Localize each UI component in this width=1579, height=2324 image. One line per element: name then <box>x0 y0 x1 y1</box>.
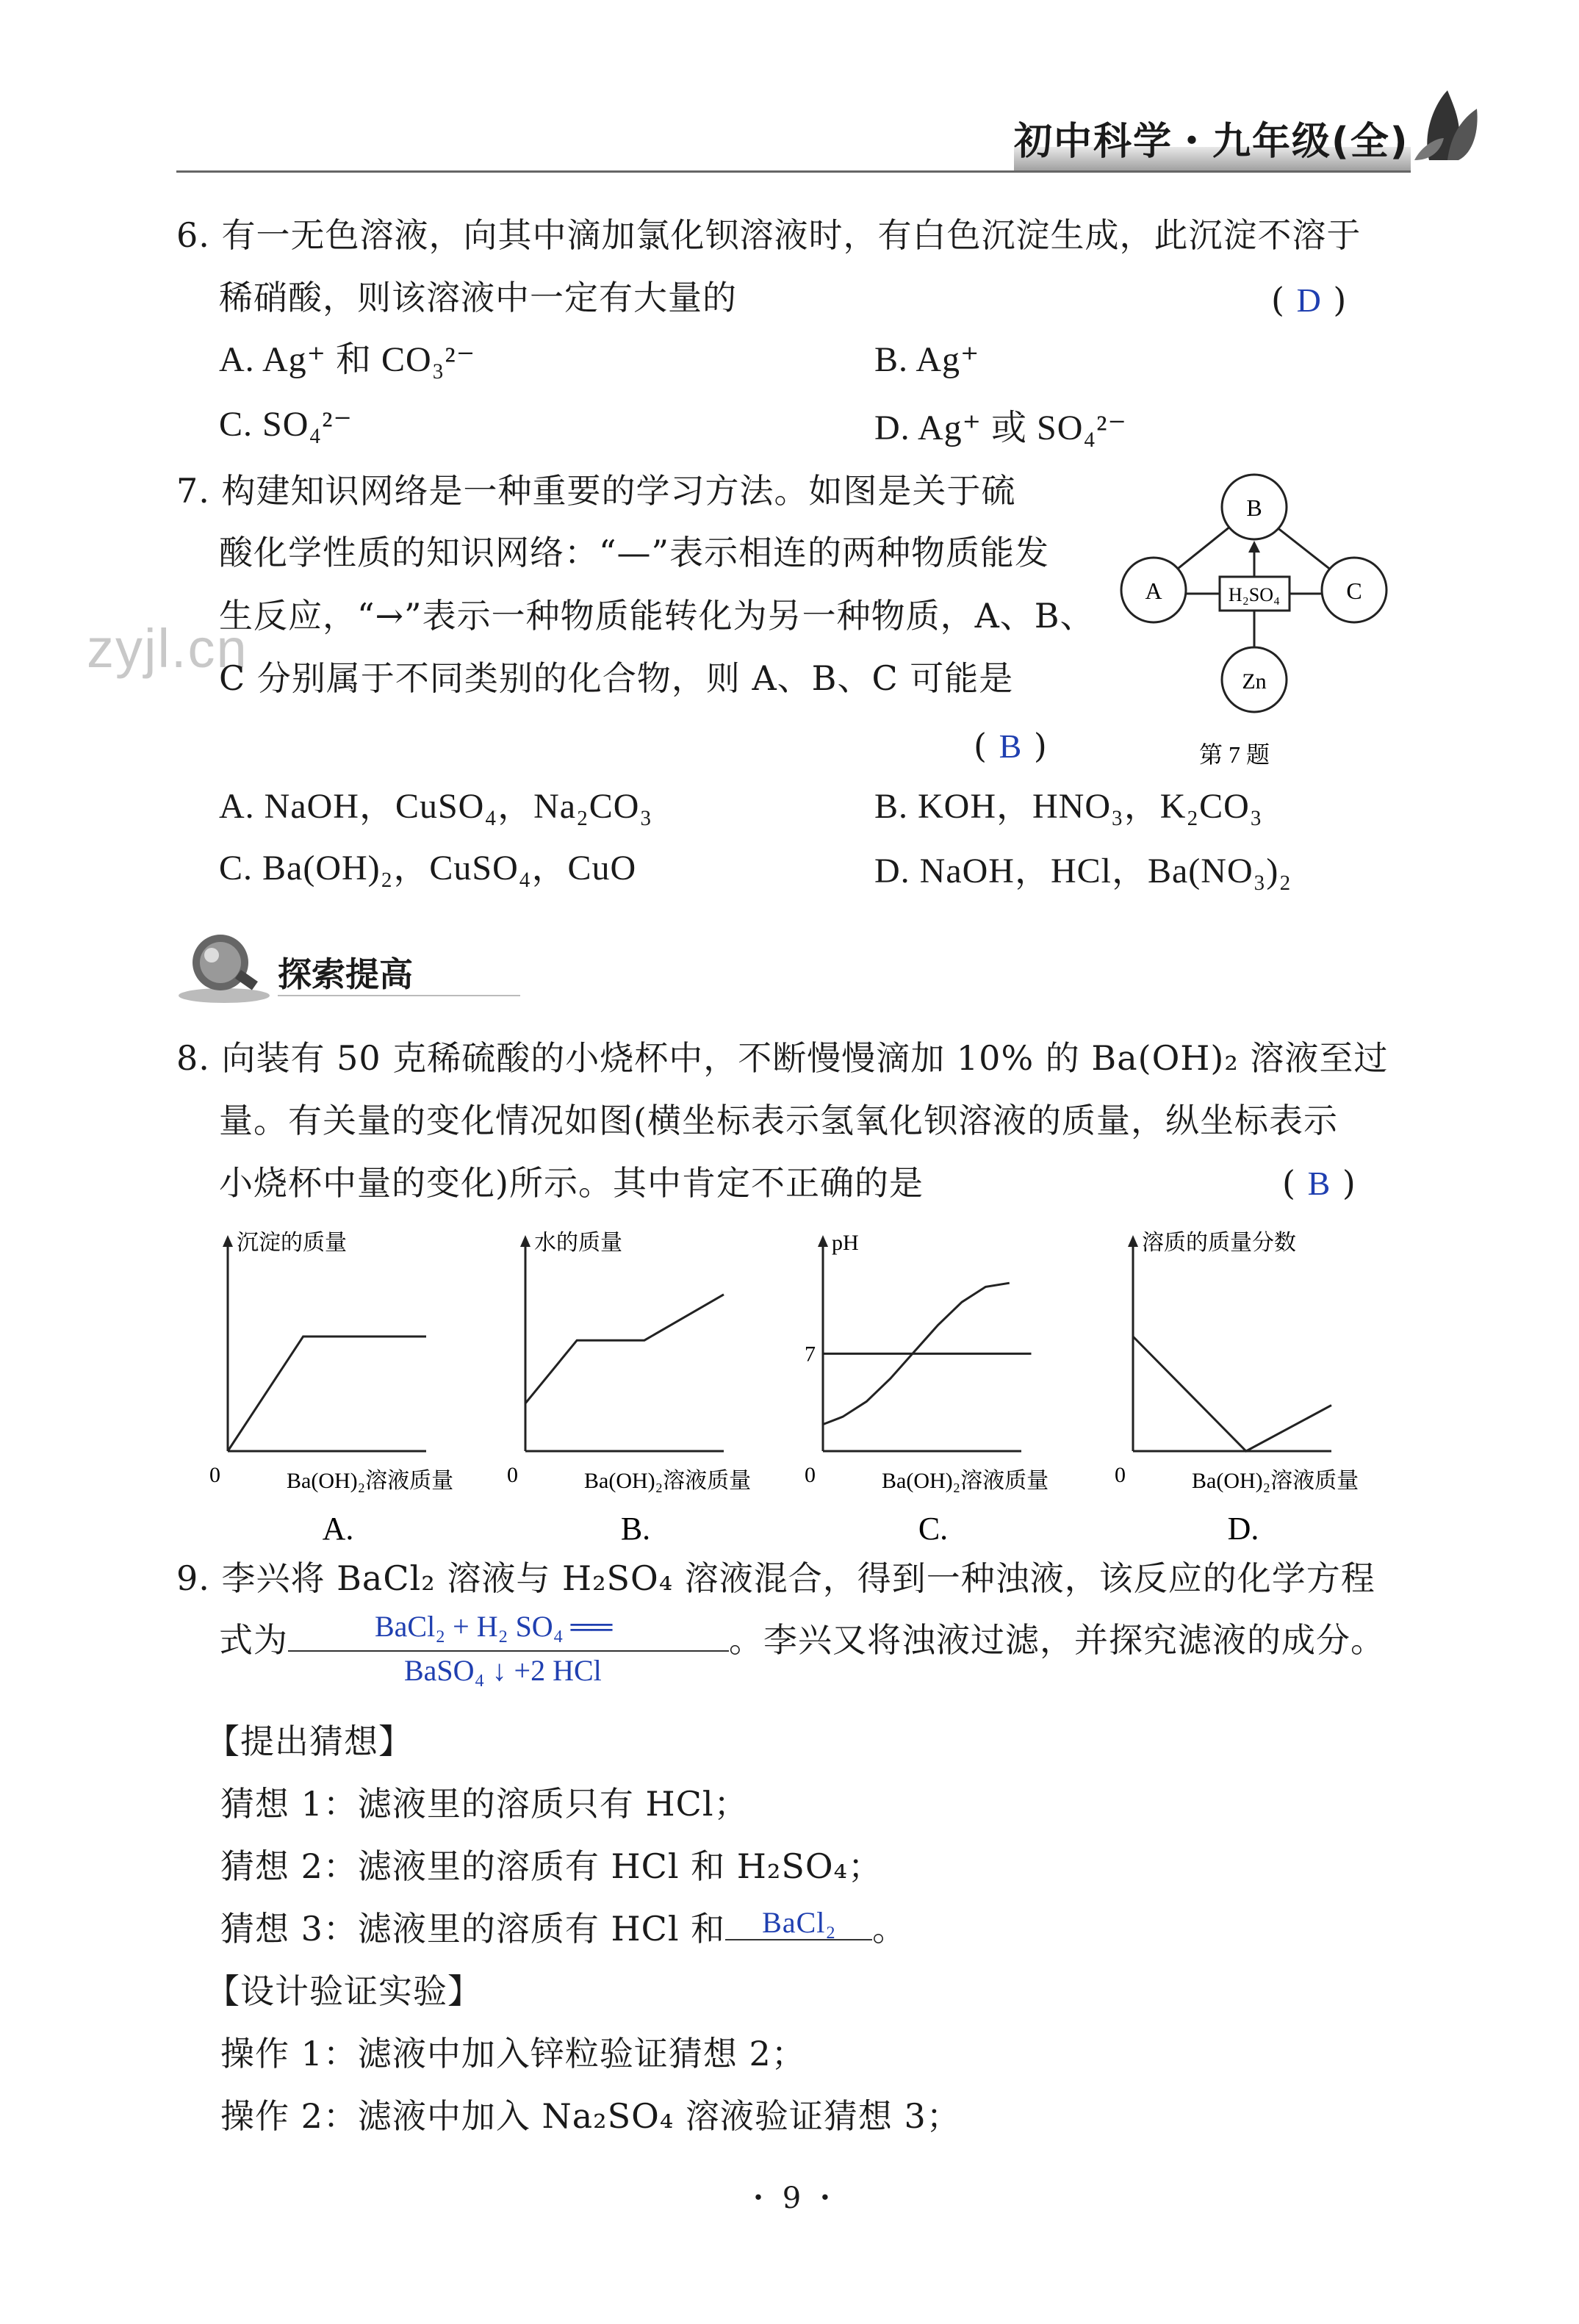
node-b-label: B <box>1246 494 1262 521</box>
origin-label: 0 <box>805 1463 816 1487</box>
q9-guess3 <box>220 1907 907 1951</box>
q7-answer-bracket: ( B ) <box>974 726 1048 766</box>
chart-3 <box>805 1231 1049 1547</box>
y-axis-label: 溶质的质量分数 <box>1142 1231 1296 1255</box>
q7-caption: 第 7 题 <box>1198 741 1270 768</box>
q9-guess-title: 【提出猜想】 <box>206 1722 413 1761</box>
q7-line2: 酸化学性质的知识网络：“—”表示相连的两种物质能发 <box>219 533 1050 572</box>
origin-label: 0 <box>507 1463 518 1487</box>
origin-label: 0 <box>1115 1463 1126 1487</box>
section-underline <box>278 995 520 996</box>
q6-option-d: D. Ag⁺ 或 SO₄²⁻ <box>874 409 1127 447</box>
page-number: ・ 9 ・ <box>744 2181 840 2215</box>
reference-label: 7 <box>805 1342 816 1367</box>
q9-guess2: 猜想 2：滤液里的溶质有 HCl 和 H₂SO₄； <box>220 1846 882 1886</box>
node-c-label: C <box>1346 578 1362 604</box>
y-axis-label: pH <box>832 1231 859 1255</box>
chart-title: B. <box>620 1511 651 1547</box>
x-axis-label: Ba(OH)₂溶液质量 <box>1192 1469 1359 1493</box>
section-title: 探索提高 <box>278 954 413 994</box>
origin-label: 0 <box>209 1463 220 1487</box>
x-axis-label: Ba(OH)₂溶液质量 <box>287 1469 454 1493</box>
q7-option-b: B. KOH，HNO₃，K₂CO₃ <box>874 787 1263 826</box>
node-h2so4-label: H₂SO₄ <box>1228 584 1281 605</box>
q8-answer: B <box>1307 1165 1331 1202</box>
node-a-label: A <box>1145 578 1162 604</box>
q6-option-c: C. SO₄²⁻ <box>219 405 353 444</box>
series-line <box>228 1337 426 1451</box>
q7-option-a: A. NaOH，CuSO₄，Na₂CO₃ <box>219 787 653 826</box>
q9-line2-suffix: 。李兴又将浊液过滤，并探究滤液的成分。 <box>729 1620 1385 1660</box>
q7-option-d: D. NaOH，HCl，Ba(NO₃)₂ <box>874 852 1292 891</box>
series-line <box>525 1295 724 1403</box>
q6-answer: D <box>1296 281 1322 319</box>
y-axis-arrow <box>223 1235 233 1247</box>
q7-diagram <box>1109 470 1403 779</box>
y-axis-label: 水的质量 <box>534 1231 622 1255</box>
q8-charts <box>206 1223 1411 1547</box>
q7-option-c: C. Ba(OH)₂，CuSO₄，CuO <box>219 849 637 888</box>
series-line <box>1133 1337 1331 1451</box>
q9-equation-line1: BaCl₂ + H₂ SO₄ ══ <box>375 1610 613 1643</box>
q9-line1: 9. 李兴将 BaCl₂ 溶液与 H₂SO₄ 溶液混合，得到一种浊液，该反应的化学方程 <box>176 1558 1375 1598</box>
chart-4 <box>1115 1231 1359 1547</box>
chart-title: D. <box>1227 1511 1259 1547</box>
q9-equation-line2: BaSO₄ ↓ +2 HCl <box>404 1654 602 1687</box>
y-axis-label: 沉淀的质量 <box>237 1231 347 1255</box>
x-axis-label: Ba(OH)₂溶液质量 <box>584 1469 752 1493</box>
q9-guess3-prefix: 猜想 3：滤液里的溶质有 HCl 和 <box>220 1909 726 1949</box>
watermark: zyjl.cn <box>87 618 248 679</box>
q9-guess3-suffix: 。 <box>872 1909 907 1949</box>
q9-op1: 操作 1：滤液中加入锌粒验证猜想 2； <box>220 2034 806 2073</box>
q7-line4: C 分别属于不同类别的化合物，则 A、B、C 可能是 <box>219 658 1014 698</box>
q8-line2: 量。有关量的变化情况如图(横坐标表示氢氧化钡溶液的质量，纵坐标表示 <box>219 1101 1338 1140</box>
y-axis-arrow <box>818 1235 828 1247</box>
x-axis-label: Ba(OH)₂溶液质量 <box>882 1469 1049 1493</box>
arrow-head <box>1248 541 1260 553</box>
q9-guess3-blank[interactable] <box>725 1906 872 1940</box>
q9-guess3-answer: BaCl₂ <box>762 1906 837 1939</box>
q9-op2: 操作 2：滤液中加入 Na₂SO₄ 溶液验证猜想 3； <box>220 2096 961 2136</box>
q6-option-a: A. Ag⁺ 和 CO₃²⁻ <box>219 340 476 379</box>
q7-answer: B <box>999 727 1023 765</box>
leaf-logo-icon <box>1414 87 1481 168</box>
q6-line2: 稀硝酸，则该溶液中一定有大量的 <box>219 278 737 317</box>
chart-1 <box>209 1231 453 1547</box>
q8-line1: 8. 向装有 50 克稀硫酸的小烧杯中，不断慢慢滴加 10% 的 Ba(OH)₂ 溶液至过 <box>176 1038 1389 1078</box>
node-zn-label: Zn <box>1242 669 1267 694</box>
q8-answer-bracket: ( B ) <box>1282 1163 1356 1203</box>
q9-guess1: 猜想 1：滤液里的溶质只有 HCl； <box>220 1784 749 1824</box>
q9-design-title: 【设计验证实验】 <box>206 1971 482 2011</box>
y-axis-arrow <box>1128 1235 1138 1247</box>
header-rule <box>176 170 1411 173</box>
chart-title: C. <box>918 1511 949 1547</box>
chart-title: A. <box>322 1511 354 1547</box>
q7-line1: 7. 构建知识网络是一种重要的学习方法。如图是关于硫 <box>176 471 1016 511</box>
y-axis-arrow <box>520 1235 530 1247</box>
q6-answer-bracket: ( D ) <box>1271 280 1348 320</box>
q6-option-b: B. Ag⁺ <box>874 340 980 379</box>
q7-line3: 生反应，“→”表示一种物质能转化为另一种物质，A、B、 <box>219 596 1095 636</box>
header-title: 初中科学・九年级(全) <box>1014 120 1409 164</box>
chart-2 <box>507 1231 751 1547</box>
q9-line2-prefix: 式为 <box>219 1620 288 1660</box>
explore-badge-icon <box>176 926 272 1007</box>
q6-line1: 6. 有一无色溶液，向其中滴加氯化钡溶液时，有白色沉淀生成，此沉淀不溶于 <box>176 215 1362 255</box>
q8-line3: 小烧杯中量的变化)所示。其中肯定不正确的是 <box>219 1163 924 1203</box>
